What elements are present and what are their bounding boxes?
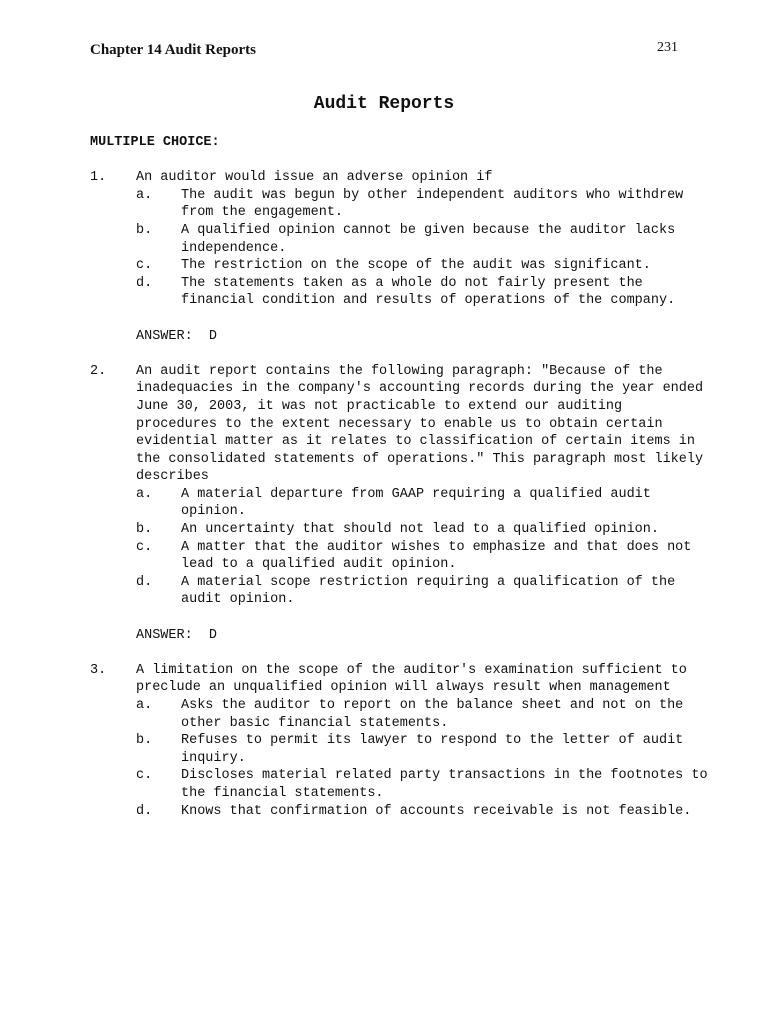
option-d <box>136 574 710 609</box>
answer-label: ANSWER: <box>136 627 193 643</box>
option-text: Refuses to permit its lawyer to respond to the letter of audit inquiry. <box>181 733 684 766</box>
option-letter: d. <box>136 803 153 819</box>
answer-value: D <box>208 627 218 643</box>
option-b <box>136 222 710 257</box>
option-a <box>136 486 710 521</box>
chapter-title: Chapter 14 Audit Reports <box>90 42 256 58</box>
question-number: 1. <box>90 170 107 186</box>
answer-line <box>136 328 710 346</box>
option-letter: b. <box>136 733 153 749</box>
option-text: The audit was begun by other independent auditors who withdrew from the engagement. <box>181 187 684 221</box>
option-a <box>136 697 710 732</box>
page-number: 231 <box>657 40 678 55</box>
option-letter: b. <box>136 522 153 538</box>
question-3 <box>90 662 710 820</box>
option-text: The statements taken as a whole do not fairly present the financial condition and results of operations of the company. <box>181 275 676 309</box>
answer-line <box>136 627 710 645</box>
answer-options <box>136 697 710 820</box>
option-letter: d. <box>136 574 153 590</box>
option-text: The restriction on the scope of the audit was significant. <box>181 258 651 274</box>
question-stem <box>90 662 710 697</box>
question-stem <box>90 363 710 486</box>
answer-options <box>136 187 710 310</box>
option-letter: c. <box>136 539 153 555</box>
question-text: An audit report contains the following paragraph: "Because of the inadequacies in the company's accounting records during the year ended June 30, 2003, it was not practicable to extend our auditing procedures to the extent necessary to enable us to obtain certain evidential matter as it relates to classification of certain items in the consolidated statements of operations." This paragraph most likely describes <box>136 363 704 485</box>
question-text: A limitation on the scope of the auditor's examination sufficient to preclude an unqualified opinion will always result when management <box>136 662 687 696</box>
option-letter: c. <box>136 768 153 784</box>
option-letter: c. <box>136 258 153 274</box>
option-b <box>136 521 710 539</box>
option-b <box>136 732 710 767</box>
section-label: MULTIPLE CHOICE: <box>90 135 220 150</box>
option-d <box>136 275 710 310</box>
option-text: A qualified opinion cannot be given because the auditor lacks independence. <box>181 222 676 256</box>
option-text: A material departure from GAAP requiring a qualified audit opinion. <box>181 486 651 520</box>
option-text: Discloses material related party transactions in the footnotes to the financial statements. <box>181 768 708 801</box>
page-header <box>90 40 678 62</box>
option-c <box>136 257 710 275</box>
option-c <box>136 767 710 802</box>
option-a <box>136 187 710 222</box>
question-text: An auditor would issue an adverse opinion if <box>136 170 493 186</box>
question-2 <box>90 363 710 645</box>
question-stem <box>90 169 710 187</box>
question-number: 3. <box>90 662 107 678</box>
option-letter: b. <box>136 222 153 238</box>
option-letter: a. <box>136 486 153 502</box>
document-body <box>90 134 710 838</box>
answer-value: D <box>208 328 218 344</box>
answer-label: ANSWER: <box>136 328 193 344</box>
question-number: 2. <box>90 363 107 379</box>
option-text: Knows that confirmation of accounts receivable is not feasible. <box>181 803 692 819</box>
option-text: Asks the auditor to report on the balance sheet and not on the other basic financial statements. <box>181 698 684 731</box>
document-title: Audit Reports <box>313 94 455 114</box>
option-text: A matter that the auditor wishes to emphasize and that does not lead to a qualified audit opinion. <box>181 539 692 573</box>
question-1 <box>90 169 710 345</box>
option-text: A material scope restriction requiring a qualification of the audit opinion. <box>181 574 676 608</box>
answer-options <box>136 486 710 609</box>
option-letter: a. <box>136 698 153 713</box>
option-c <box>136 539 710 574</box>
option-d <box>136 803 710 821</box>
option-letter: a. <box>136 187 153 203</box>
option-letter: d. <box>136 275 153 291</box>
option-text: An uncertainty that should not lead to a qualified opinion. <box>181 522 659 538</box>
